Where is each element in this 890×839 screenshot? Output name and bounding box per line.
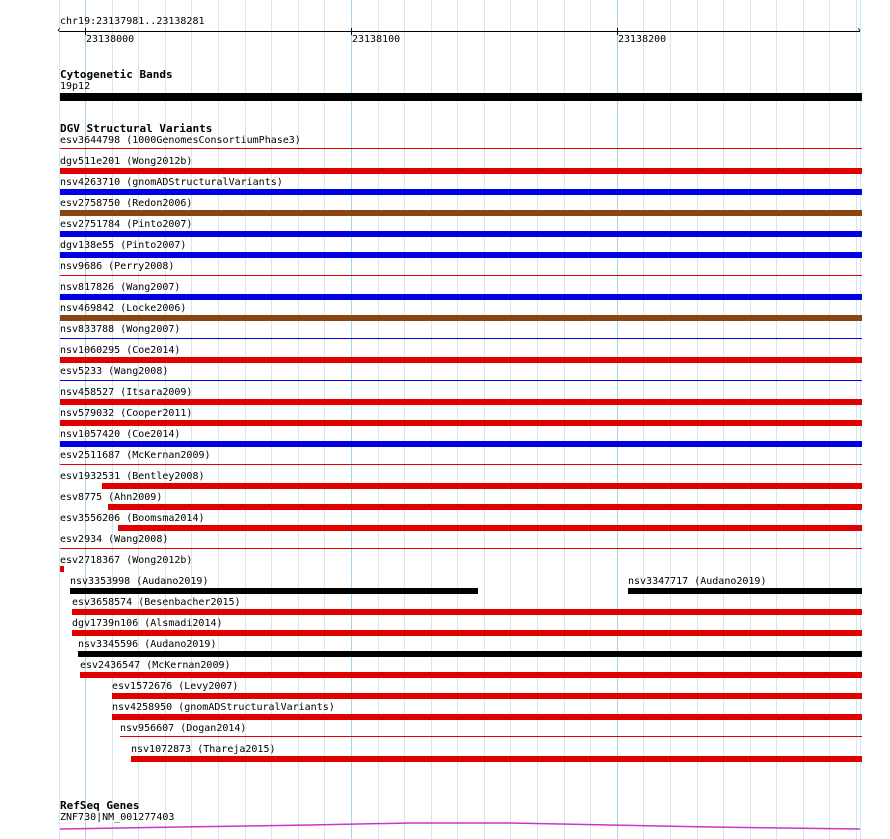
track-title-dgv: DGV Structural Variants: [60, 122, 213, 135]
feature-bar[interactable]: [112, 714, 862, 720]
cytoband-label: 19p12: [60, 81, 91, 92]
feature-bar[interactable]: [120, 736, 862, 737]
feature-label: nsv817826 (Wang2007): [60, 282, 181, 293]
feature-label: nsv956607 (Dogan2014): [120, 723, 247, 734]
feature-bar[interactable]: [60, 380, 862, 381]
feature-bar[interactable]: [60, 548, 862, 549]
feature-label: nsv3347717 (Audano2019): [628, 576, 767, 587]
feature-bar[interactable]: [60, 420, 862, 426]
feature-label: nsv469842 (Locke2006): [60, 303, 187, 314]
feature-bar[interactable]: [72, 609, 862, 615]
cytoband-bar[interactable]: [60, 93, 862, 101]
feature-label: dgv511e201 (Wong2012b): [60, 156, 193, 167]
feature-bar[interactable]: [70, 588, 478, 594]
feature-bar[interactable]: [60, 566, 64, 572]
feature-label: esv1932531 (Bentley2008): [60, 471, 205, 482]
feature-label: nsv4263710 (gnomADStructuralVariants): [60, 177, 283, 188]
feature-bar[interactable]: [60, 252, 862, 258]
feature-label: esv2751784 (Pinto2007): [60, 219, 193, 230]
feature-bar[interactable]: [60, 210, 862, 216]
ruler-axis-line: [60, 31, 860, 32]
ruler-tick-label: 23138200: [618, 34, 667, 45]
feature-bar[interactable]: [60, 315, 862, 321]
feature-bar[interactable]: [102, 483, 862, 489]
feature-bar[interactable]: [60, 464, 862, 465]
track-title-refseq: RefSeq Genes: [60, 799, 140, 812]
feature-bar[interactable]: [131, 756, 862, 762]
feature-label: nsv4258950 (gnomADStructuralVariants): [112, 702, 335, 713]
feature-label: dgv138e55 (Pinto2007): [60, 240, 187, 251]
feature-label: dgv1739n106 (Alsmadi2014): [72, 618, 223, 629]
gene-intron-line: [60, 823, 860, 829]
feature-label: nsv1057420 (Coe2014): [60, 429, 181, 440]
feature-label: nsv1072873 (Thareja2015): [131, 744, 276, 755]
gene-model[interactable]: [60, 820, 860, 839]
feature-bar[interactable]: [78, 651, 862, 657]
ruler-tick-label: 23138100: [352, 34, 401, 45]
feature-label: esv3658574 (Besenbacher2015): [72, 597, 241, 608]
feature-label: esv2718367 (Wong2012b): [60, 555, 193, 566]
feature-label: esv2758750 (Redon2006): [60, 198, 193, 209]
feature-label: nsv458527 (Itsara2009): [60, 387, 193, 398]
ruler-tick-label: 23138000: [86, 34, 135, 45]
feature-bar[interactable]: [60, 294, 862, 300]
feature-bar[interactable]: [118, 525, 862, 531]
feature-bar[interactable]: [60, 338, 862, 339]
feature-label: esv3556206 (Boomsma2014): [60, 513, 205, 524]
feature-label: nsv9686 (Perry2008): [60, 261, 175, 272]
feature-label: esv1572676 (Levy2007): [112, 681, 239, 692]
feature-label: esv5233 (Wang2008): [60, 366, 169, 377]
feature-bar[interactable]: [628, 588, 862, 594]
feature-bar[interactable]: [108, 504, 862, 510]
gene-label: ZNF730|NM_001277403: [60, 812, 175, 823]
feature-bar[interactable]: [60, 168, 862, 174]
feature-bar[interactable]: [60, 357, 862, 363]
feature-label: nsv833788 (Wong2007): [60, 324, 181, 335]
feature-label: esv2934 (Wang2008): [60, 534, 169, 545]
feature-label: nsv1060295 (Coe2014): [60, 345, 181, 356]
feature-label: esv8775 (Ahn2009): [60, 492, 163, 503]
feature-bar[interactable]: [60, 189, 862, 195]
location-label: chr19:23137981..23138281: [60, 16, 205, 27]
feature-bar[interactable]: [80, 672, 862, 678]
feature-bar[interactable]: [60, 275, 862, 276]
feature-bar[interactable]: [60, 399, 862, 405]
feature-label: nsv3353998 (Audano2019): [70, 576, 209, 587]
feature-label: nsv579032 (Cooper2011): [60, 408, 193, 419]
ruler-right-arrow-icon: ›: [856, 25, 863, 36]
ruler-left-arrow-icon: ‹: [56, 25, 63, 36]
feature-label: nsv3345596 (Audano2019): [78, 639, 217, 650]
feature-bar[interactable]: [60, 148, 862, 149]
feature-label: esv3644798 (1000GenomesConsortiumPhase3): [60, 135, 301, 146]
feature-bar[interactable]: [72, 630, 862, 636]
track-title-cytoband: Cytogenetic Bands: [60, 68, 173, 81]
feature-label: esv2511687 (McKernan2009): [60, 450, 211, 461]
feature-bar[interactable]: [60, 231, 862, 237]
feature-label: esv2436547 (McKernan2009): [80, 660, 231, 671]
feature-bar[interactable]: [60, 441, 862, 447]
feature-bar[interactable]: [112, 693, 862, 699]
